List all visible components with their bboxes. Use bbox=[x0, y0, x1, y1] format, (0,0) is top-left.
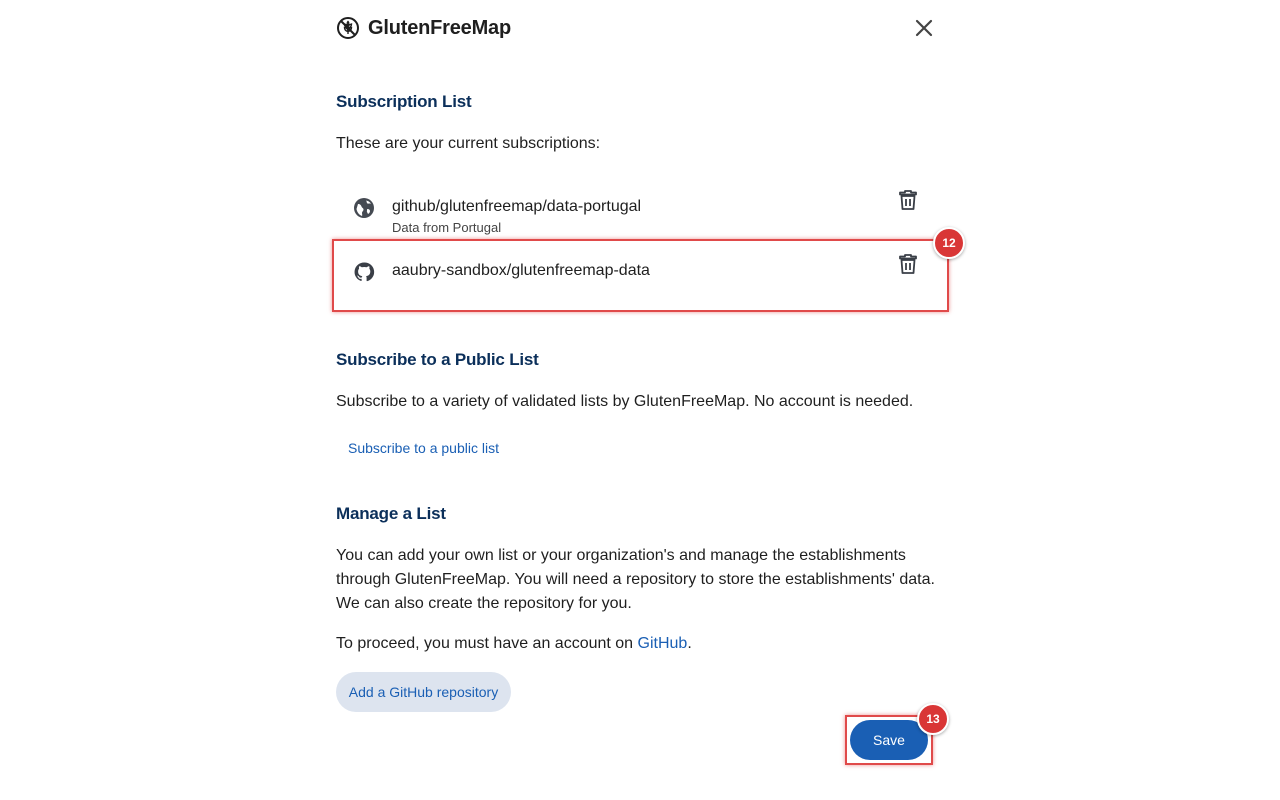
app-title: GlutenFreeMap bbox=[368, 17, 511, 39]
github-icon bbox=[352, 260, 376, 284]
proceed-text bbox=[336, 632, 936, 656]
manage-list-title: Manage a List bbox=[336, 504, 446, 523]
public-list-title: Subscribe to a Public List bbox=[336, 350, 539, 369]
subscriptions-dialog bbox=[336, 0, 956, 800]
annotation-badge: 13 bbox=[917, 703, 949, 735]
trash-icon bbox=[896, 252, 920, 276]
delete-subscription-button[interactable] bbox=[896, 252, 920, 276]
public-list-description: Subscribe to a variety of validated lists by GlutenFreeMap. No account is needed. bbox=[336, 393, 914, 410]
trash-icon bbox=[896, 188, 920, 212]
subscription-description: Data from Portugal bbox=[392, 220, 502, 235]
subscription-item[interactable] bbox=[336, 244, 936, 308]
save-button[interactable]: Save bbox=[850, 720, 928, 760]
dialog-header bbox=[336, 16, 936, 42]
manage-list-description: You can add your own list or your organization's and manage the establishments through GlutenFreeMap. You will need a repository to store the establishments' data. We can also create the repository for you. bbox=[336, 547, 935, 612]
close-button[interactable] bbox=[912, 16, 936, 40]
annotation-badge: 12 bbox=[933, 227, 965, 259]
subscription-name: aaubry-sandbox/glutenfreemap-data bbox=[392, 262, 650, 279]
proceed-prefix: To proceed, you must have an account on bbox=[336, 635, 638, 652]
delete-subscription-button[interactable] bbox=[896, 188, 920, 212]
wheat-crossed-icon bbox=[336, 16, 360, 40]
subscription-list-title: Subscription List bbox=[336, 92, 472, 111]
subscription-item bbox=[336, 180, 936, 244]
subscription-list-intro: These are your current subscriptions: bbox=[336, 135, 601, 152]
github-link[interactable]: GitHub bbox=[637, 635, 688, 652]
subscribe-public-list-button[interactable]: Subscribe to a public list bbox=[348, 440, 499, 456]
close-icon bbox=[912, 16, 936, 40]
proceed-suffix: . bbox=[687, 635, 692, 652]
subscription-name: github/glutenfreemap/data-portugal bbox=[392, 198, 642, 215]
add-github-repository-button[interactable]: Add a GitHub repository bbox=[336, 672, 511, 712]
globe-icon bbox=[352, 196, 376, 220]
